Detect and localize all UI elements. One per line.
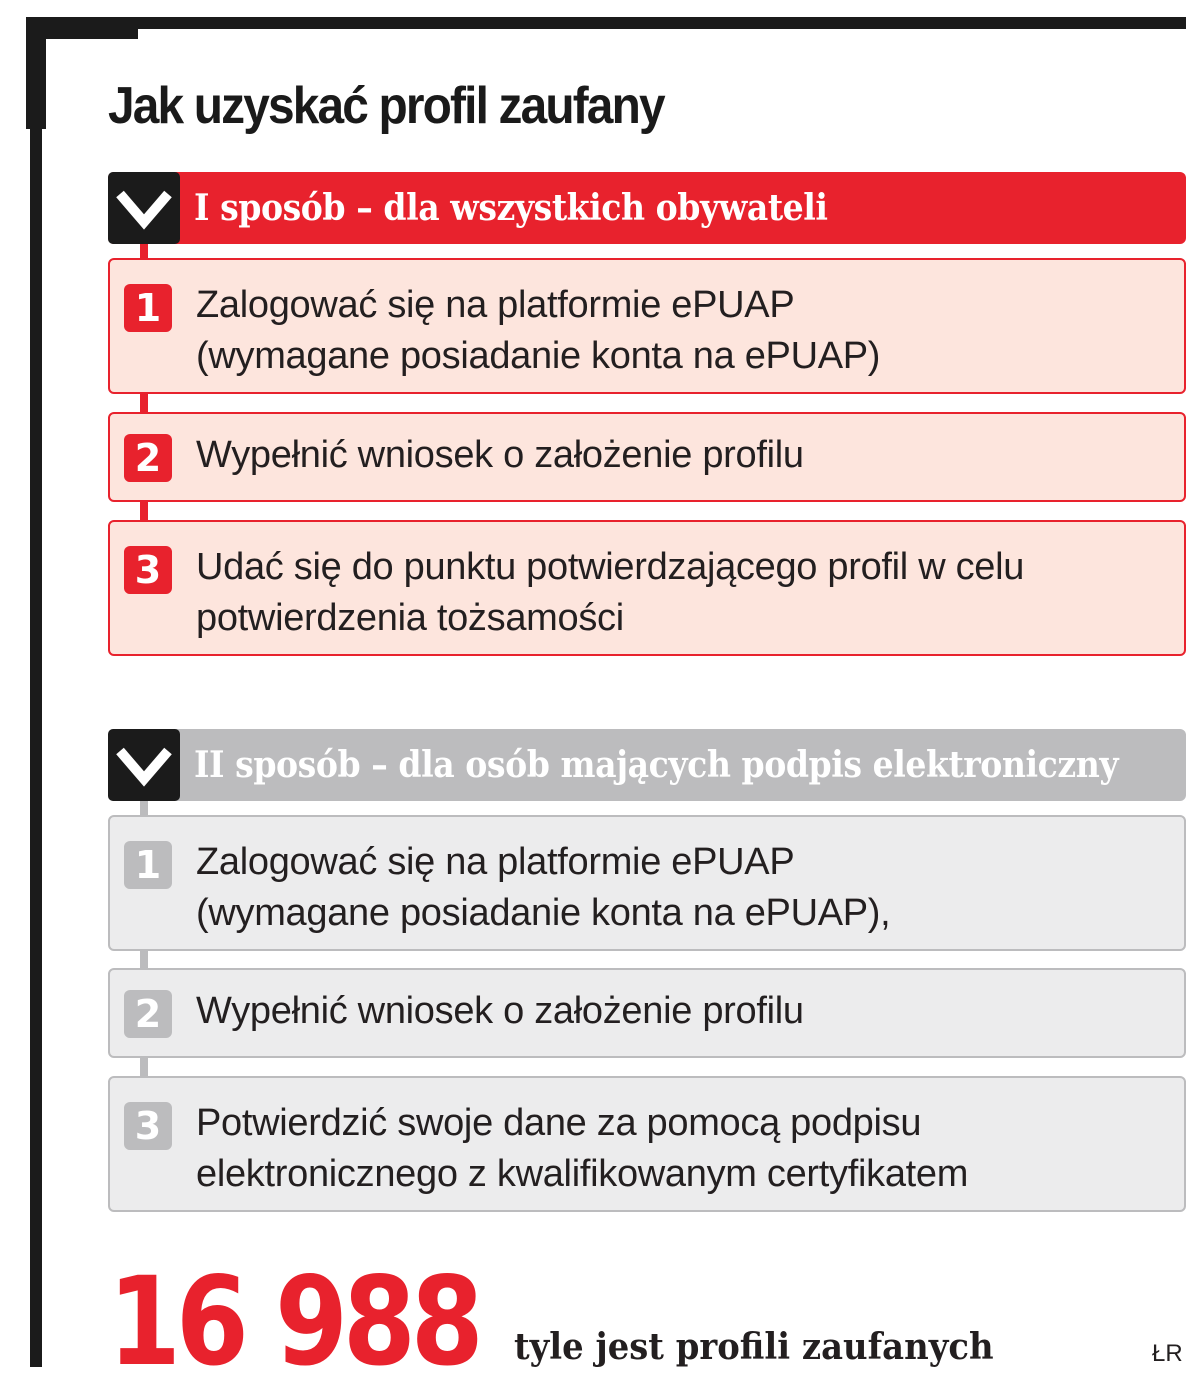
step-number-badge: 3 [124, 546, 172, 594]
step-text-line: Zalogować się na platformie ePUAP [196, 841, 795, 883]
step-text-line: potwierdzenia tożsamości [196, 597, 624, 639]
step-text-line: Potwierdzić swoje dane za pomocą podpisu [196, 1102, 922, 1144]
step-text-line: (wymagane posiadanie konta na ePUAP) [196, 335, 881, 377]
step-text-line: Udać się do punktu potwierdzającego profil w celu [196, 546, 1025, 588]
step-text [196, 986, 1164, 1037]
stat-value: 16 988 [108, 1251, 479, 1393]
section-label: II sposób – dla osób mających podpis elektroniczny [194, 744, 1119, 786]
step-card [108, 1076, 1186, 1212]
frame-top-rule [28, 17, 1186, 29]
section-label: I sposób – dla wszystkich obywateli [194, 187, 828, 229]
step-number-badge: 3 [124, 1102, 172, 1150]
step-text-line: Zalogować się na platformie ePUAP [196, 284, 795, 326]
step-number-badge: 2 [124, 990, 172, 1038]
chevron-down-icon [108, 729, 180, 801]
step-card [108, 815, 1186, 951]
step-number-badge: 2 [124, 434, 172, 482]
chevron-down-icon [108, 172, 180, 244]
step-text-line: Wypełnić wniosek o założenie profilu [196, 990, 804, 1032]
step-card [108, 412, 1186, 502]
step-card [108, 520, 1186, 656]
frame-left-rule [30, 17, 42, 1367]
frame-left-accent [26, 17, 46, 129]
page-title: Jak uzyskać profil zaufany [108, 77, 664, 135]
step-text-line: (wymagane posiadanie konta na ePUAP), [196, 892, 891, 934]
section-header-1 [108, 172, 1186, 244]
step-number-badge: 1 [124, 284, 172, 332]
step-number-badge: 1 [124, 841, 172, 889]
step-text [196, 542, 1164, 644]
step-card [108, 258, 1186, 394]
stat-caption: tyle jest profili zaufanych [514, 1326, 994, 1368]
step-text [196, 1098, 1164, 1200]
step-text [196, 837, 1164, 939]
step-text [196, 430, 1164, 481]
author-credit: ŁR [1152, 1340, 1183, 1367]
step-text-line: Wypełnić wniosek o założenie profilu [196, 434, 804, 476]
step-text [196, 280, 1164, 382]
section-header-2 [108, 729, 1186, 801]
step-text-line: elektronicznego z kwalifikowanym certyfikatem [196, 1153, 969, 1195]
step-card [108, 968, 1186, 1058]
